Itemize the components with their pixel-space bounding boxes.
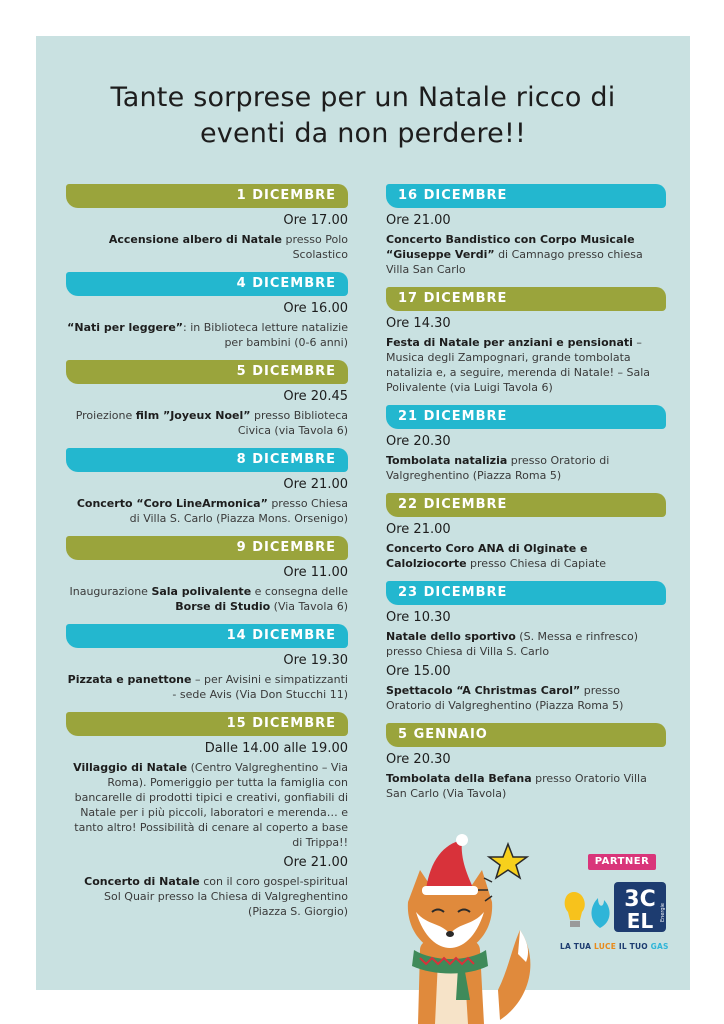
event-highlight: Pizzata e panettone bbox=[67, 673, 192, 686]
logo-text: 3C bbox=[624, 887, 656, 912]
event-time: Ore 21.00 bbox=[386, 522, 451, 537]
event-text: presso Biblioteca Civica (via Tavola 6) bbox=[237, 409, 348, 437]
event-block bbox=[66, 712, 348, 919]
events-left-column bbox=[66, 184, 348, 929]
event-time: Dalle 14.00 alle 19.00 bbox=[204, 741, 348, 756]
event-text: presso Oratorio Villa San Carlo (Via Tavola) bbox=[386, 772, 647, 800]
event-highlight: Concerto Coro ANA di Olginate e Calolziocorte bbox=[386, 542, 588, 570]
event-highlight: film ”Joyeux Noel” bbox=[135, 409, 251, 422]
event-date-banner: 17 DICEMBRE bbox=[386, 287, 666, 311]
event-date-banner: 14 DICEMBRE bbox=[66, 624, 348, 648]
svg-text:EL: EL bbox=[626, 909, 654, 933]
poster-title bbox=[36, 80, 690, 152]
event-description bbox=[386, 335, 666, 395]
event-highlight: “Nati per leggere” bbox=[67, 321, 184, 334]
event-block bbox=[386, 287, 666, 395]
event-block bbox=[66, 272, 348, 350]
event-text: Inaugurazione bbox=[69, 585, 152, 598]
event-description bbox=[66, 584, 348, 614]
event-block bbox=[66, 536, 348, 614]
event-description bbox=[386, 629, 666, 659]
event-block bbox=[66, 360, 348, 438]
event-time: Ore 11.00 bbox=[283, 565, 348, 580]
event-date-banner: 1 DICEMBRE bbox=[66, 184, 348, 208]
event-date-banner: 22 DICEMBRE bbox=[386, 493, 666, 517]
event-highlight: Tombolata natalizia bbox=[386, 454, 508, 467]
event-highlight: Natale dello sportivo bbox=[386, 630, 516, 643]
event-description bbox=[386, 453, 666, 483]
event-time: Ore 21.00 bbox=[386, 213, 451, 228]
event-date-banner: 8 DICEMBRE bbox=[66, 448, 348, 472]
event-description bbox=[66, 496, 348, 526]
santa-hat-brim bbox=[422, 886, 478, 895]
event-time: Ore 20.30 bbox=[386, 434, 451, 449]
event-date-banner: 5 DICEMBRE bbox=[66, 360, 348, 384]
event-block bbox=[66, 448, 348, 526]
event-text: presso Oratorio di Valgreghentino (Piazza Roma 5) bbox=[386, 454, 610, 482]
partner-tagline: LA TUA LUCE IL TUO GAS bbox=[560, 942, 669, 951]
event-text: di Camnago presso chiesa Villa San Carlo bbox=[386, 248, 643, 276]
title-line-2: eventi da non perdere!! bbox=[199, 118, 527, 149]
event-description bbox=[66, 760, 348, 850]
event-highlight: Festa di Natale per anziani e pensionati bbox=[386, 336, 633, 349]
event-highlight: Concerto di Natale bbox=[84, 875, 200, 888]
event-description bbox=[66, 672, 348, 702]
title-line-1: Tante sorprese per un Natale ricco di bbox=[110, 82, 616, 113]
event-text: presso Chiesa di Villa S. Carlo (Piazza Mons. Orsenigo) bbox=[129, 497, 348, 525]
event-date-banner: 4 DICEMBRE bbox=[66, 272, 348, 296]
energie-3cel-logo bbox=[560, 878, 670, 940]
event-date-banner: 9 DICEMBRE bbox=[66, 536, 348, 560]
event-time: Ore 21.00 bbox=[283, 477, 348, 492]
event-block bbox=[386, 493, 666, 571]
event-time: Ore 16.00 bbox=[283, 301, 348, 316]
event-text: presso Oratorio di Valgreghentino (Piazza Roma 5) bbox=[386, 684, 624, 712]
event-text: (Centro Valgreghentino – Via Roma). Pomeriggio per tutta la famiglia con bancarelle di prodotti tipici e creativi, gonfiabili di Natale per i più piccoli, laboratori e merenda… e tanto altro! Possibilità di cenare al coperto a base di Trippa!! bbox=[74, 761, 348, 849]
event-description bbox=[386, 771, 666, 801]
santa-hat bbox=[426, 840, 474, 890]
event-text: presso Polo Scolastico bbox=[282, 233, 348, 261]
event-description bbox=[66, 232, 348, 262]
event-description bbox=[386, 232, 666, 277]
fox-nose bbox=[446, 931, 454, 937]
event-description bbox=[66, 320, 348, 350]
event-time: Ore 19.30 bbox=[283, 653, 348, 668]
event-description bbox=[66, 874, 348, 919]
event-highlight: Villaggio di Natale bbox=[73, 761, 188, 774]
event-time: Ore 17.00 bbox=[283, 213, 348, 228]
event-block bbox=[66, 624, 348, 702]
event-highlight: Borse di Studio bbox=[175, 600, 271, 613]
event-text: – per Avisini e simpatizzanti - sede Avis (Via Don Stucchi 11) bbox=[172, 673, 348, 701]
event-text: (Via Tavola 6) bbox=[270, 600, 348, 613]
event-date-banner: 21 DICEMBRE bbox=[386, 405, 666, 429]
event-highlight: Concerto Bandistico con Corpo Musicale “Giuseppe Verdi” bbox=[386, 233, 635, 261]
event-time: Ore 15.00 bbox=[386, 664, 451, 679]
event-date-banner: 23 DICEMBRE bbox=[386, 581, 666, 605]
santa-hat-pompom bbox=[456, 834, 468, 846]
christmas-fox-illustration bbox=[380, 830, 580, 1024]
events-right-column bbox=[386, 184, 666, 811]
event-text: con il coro gospel-spiritual Sol Quair presso la Chiesa di Valgreghentino (Piazza S. Giorgio) bbox=[104, 875, 348, 918]
event-description bbox=[386, 683, 666, 713]
event-block bbox=[386, 405, 666, 483]
event-block bbox=[386, 723, 666, 801]
event-time: Ore 14.30 bbox=[386, 316, 451, 331]
event-date-banner: 5 GENNAIO bbox=[386, 723, 666, 747]
event-time: Ore 10.30 bbox=[386, 610, 451, 625]
event-date-banner: 15 DICEMBRE bbox=[66, 712, 348, 736]
event-time: Ore 20.45 bbox=[283, 389, 348, 404]
event-block bbox=[386, 184, 666, 277]
event-text: presso Chiesa di Capiate bbox=[466, 557, 607, 570]
event-highlight: Spettacolo “A Christmas Carol” bbox=[386, 684, 581, 697]
event-highlight: Concerto “Coro LineArmonica” bbox=[76, 497, 268, 510]
star-icon bbox=[489, 844, 527, 878]
event-highlight: Sala polivalente bbox=[151, 585, 252, 598]
event-text: e consegna delle bbox=[251, 585, 348, 598]
event-highlight: Tombolata della Befana bbox=[386, 772, 532, 785]
event-text: (S. Messa e rinfresco) presso Chiesa di Villa S. Carlo bbox=[386, 630, 639, 658]
event-description bbox=[66, 408, 348, 438]
event-block bbox=[66, 184, 348, 262]
event-date-banner: 16 DICEMBRE bbox=[386, 184, 666, 208]
event-text: : in Biblioteca letture natalizie per bambini (0-6 anni) bbox=[183, 321, 348, 349]
logo-sub: Energie bbox=[660, 902, 666, 922]
event-highlight: Accensione albero di Natale bbox=[108, 233, 283, 246]
partner-badge: PARTNER bbox=[588, 854, 656, 870]
event-text: Proiezione bbox=[75, 409, 136, 422]
event-description bbox=[386, 541, 666, 571]
event-time: Ore 20.30 bbox=[386, 752, 451, 767]
event-time: Ore 21.00 bbox=[283, 855, 348, 870]
lightbulb-icon bbox=[565, 892, 585, 920]
event-text: – Musica degli Zampognari, grande tombolata natalizia e, a seguire, merenda di Natale! – Sala Polivalente (via Luigi Tavola 6) bbox=[386, 336, 651, 394]
gas-flame-icon bbox=[592, 898, 610, 928]
event-block bbox=[386, 581, 666, 713]
